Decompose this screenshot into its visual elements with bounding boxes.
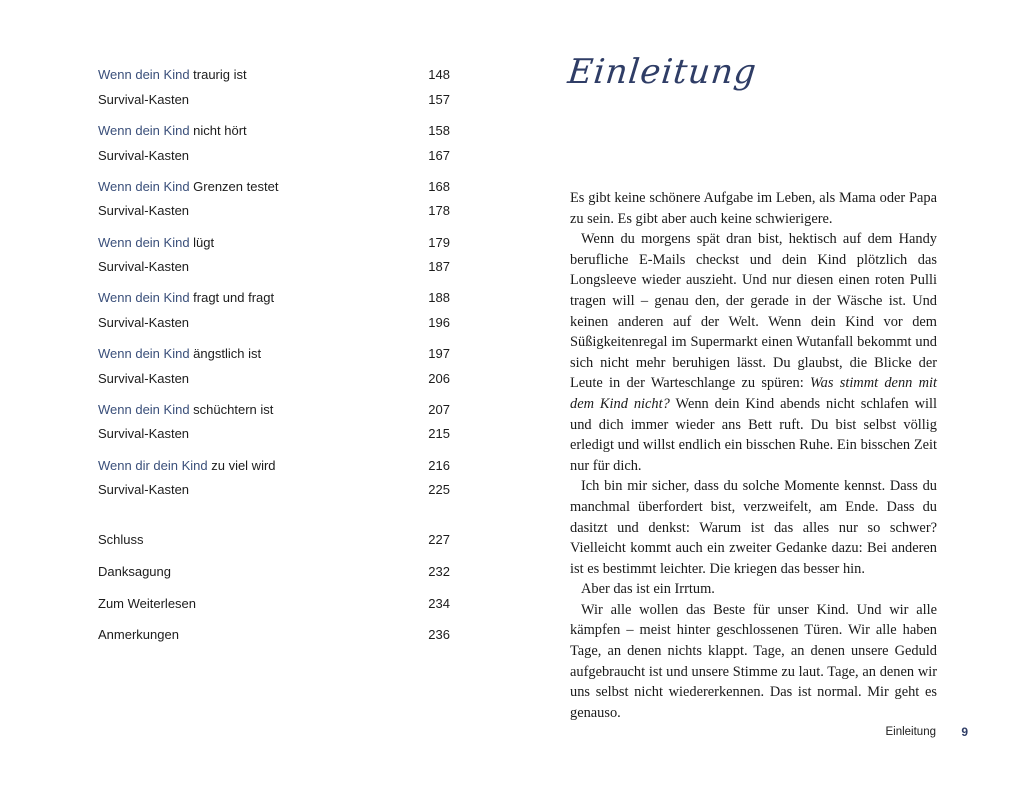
toc-entry <box>98 402 450 418</box>
toc-page-number: 188 <box>428 290 450 305</box>
toc-entry <box>98 346 450 362</box>
toc-entry <box>98 532 450 548</box>
toc-entry <box>98 426 450 442</box>
toc-entry-title: Grenzen testet <box>189 179 279 194</box>
toc-entry-accent: Wenn dein Kind <box>98 179 190 194</box>
toc-page-number: 232 <box>428 564 450 579</box>
paragraph-italic-quote: Was stimmt denn mit dem Kind nicht? <box>570 375 937 412</box>
toc-entry-title: Survival-Kasten <box>98 259 190 274</box>
toc-entry <box>98 371 450 387</box>
paragraph-text: Wenn dein Kind abends nicht schlafen will und dich immer wieder ans Bett ruft. Du bist selbst völlig erledigt und willst endlich ein bisschen Ruhe. Ein bisschen Zeit nur für dich. <box>570 395 937 474</box>
page-number: 9 <box>961 725 968 739</box>
toc-entry <box>98 179 450 195</box>
toc-entry-accent: Wenn dein Kind <box>98 290 190 305</box>
toc-entry-title: fragt und fragt <box>189 290 275 305</box>
toc-entry-title: nicht hört <box>189 123 247 138</box>
toc-entry <box>98 235 450 251</box>
toc-page-number: 206 <box>428 371 450 386</box>
toc-entry <box>98 627 450 643</box>
toc-entry-title: Anmerkungen <box>98 627 179 642</box>
toc-entry <box>98 203 450 219</box>
toc-entry <box>98 92 450 108</box>
toc-page-number: 197 <box>428 346 450 361</box>
running-footer-section: Einleitung <box>885 726 936 738</box>
toc-page-number: 234 <box>428 596 450 611</box>
paragraph <box>570 188 937 229</box>
toc-page-number: 158 <box>428 123 450 138</box>
paragraph-text: Wir alle wollen das Beste für unser Kind. Und wir alle kämpfen – meist hinter geschlossenen Türen. Wir alle haben Tage, an denen nichts klappt. Tage, an denen unsere Geduld aufgebraucht ist und unsere Stimme zu laut. Tage, an denen wir uns selbst nicht wiedererkennen. Das ist normal. Mir geht es genauso. <box>570 601 937 721</box>
toc-page-number: 216 <box>428 458 450 473</box>
toc-entry-title: Survival-Kasten <box>98 482 190 497</box>
toc-entry-title: Survival-Kasten <box>98 92 190 107</box>
toc-entry-title: Survival-Kasten <box>98 371 190 386</box>
toc-page-number: 157 <box>428 92 450 107</box>
toc-entry <box>98 67 450 83</box>
toc-entry <box>98 482 450 498</box>
paragraph-text: Ich bin mir sicher, dass du solche Momente kennst. Dass du manchmal überfordert bist, verzweifelt, am Ende. Dass du dasitzt und denkst: Warum ist das alles nur so schwer? Vielleicht kommt auch ein zweiter Gedanke dazu: Bei anderen ist es bestimmt leichter. Die kriegen das besser hin. <box>570 478 937 577</box>
chapter-body <box>570 188 937 723</box>
toc-page-number: 207 <box>428 402 450 417</box>
toc-entry <box>98 290 450 306</box>
toc-entry-title: lügt <box>189 235 215 250</box>
paragraph-text: Wenn du morgens spät dran bist, hektisch auf dem Handy berufliche E-Mails checkst und dein Kind plötzlich das Longsleeve wieder auszieht. Und nur diesen einen roten Pulli tragen will – genau den, der gerade in der Wäsche ist. Und keinen anderen auf der Welt. Wenn dein Kind vor dem Süßigkeitenregal im Supermarkt einen Wutanfall bekommt und sich nicht mehr beruhigen lässt. Du glaubst, die Blicke der Leute in der Warteschlange zu spüren: <box>570 231 937 392</box>
toc-page-number: 187 <box>428 259 450 274</box>
toc-entry-accent: Wenn dein Kind <box>98 123 190 138</box>
chapter-title: Einleitung <box>565 52 759 92</box>
paragraph <box>570 579 937 600</box>
toc-entry-title: schüchtern ist <box>189 402 274 417</box>
toc-page-number: 178 <box>428 203 450 218</box>
toc-entry-accent: Wenn dein Kind <box>98 346 190 361</box>
toc-entry-accent: Wenn dir dein Kind <box>98 458 208 473</box>
paragraph <box>570 229 937 476</box>
toc-entry-title: traurig ist <box>189 67 247 82</box>
toc-entry-title: Schluss <box>98 532 144 547</box>
toc-entry <box>98 458 450 474</box>
toc-entry-title: zu viel wird <box>207 458 276 473</box>
toc-entry <box>98 564 450 580</box>
toc-entry <box>98 259 450 275</box>
toc-entry-accent: Wenn dein Kind <box>98 402 190 417</box>
toc-page-number: 168 <box>428 179 450 194</box>
toc-entry-title: Zum Weiterlesen <box>98 596 197 611</box>
toc-page-number: 148 <box>428 67 450 82</box>
toc-entry-title: Survival-Kasten <box>98 426 190 441</box>
paragraph-text: Aber das ist ein Irrtum. <box>581 581 715 598</box>
toc-entry <box>98 315 450 331</box>
toc-entry-accent: Wenn dein Kind <box>98 67 190 82</box>
paragraph-text: Es gibt keine schönere Aufgabe im Leben, als Mama oder Papa zu sein. Es gibt aber auch keine schwierigere. <box>570 190 937 227</box>
paragraph <box>570 476 937 579</box>
right-page-chapter <box>510 0 1020 812</box>
toc-page-number: 215 <box>428 426 450 441</box>
toc-entry <box>98 596 450 612</box>
toc-page-number: 227 <box>428 532 450 547</box>
toc-entry-title: Survival-Kasten <box>98 315 190 330</box>
toc-entry <box>98 123 450 139</box>
toc-entry-title: Survival-Kasten <box>98 203 190 218</box>
toc-entry-accent: Wenn dein Kind <box>98 235 190 250</box>
toc-page-number: 225 <box>428 482 450 497</box>
toc-page-number: 179 <box>428 235 450 250</box>
toc-page-number: 236 <box>428 627 450 642</box>
toc-entry-title: Danksagung <box>98 564 171 579</box>
toc-entry-title: Survival-Kasten <box>98 148 190 163</box>
toc-entry <box>98 148 450 164</box>
toc-page-number: 167 <box>428 148 450 163</box>
toc-page-number: 196 <box>428 315 450 330</box>
paragraph <box>570 600 937 724</box>
toc-entry-title: ängstlich ist <box>189 346 262 361</box>
